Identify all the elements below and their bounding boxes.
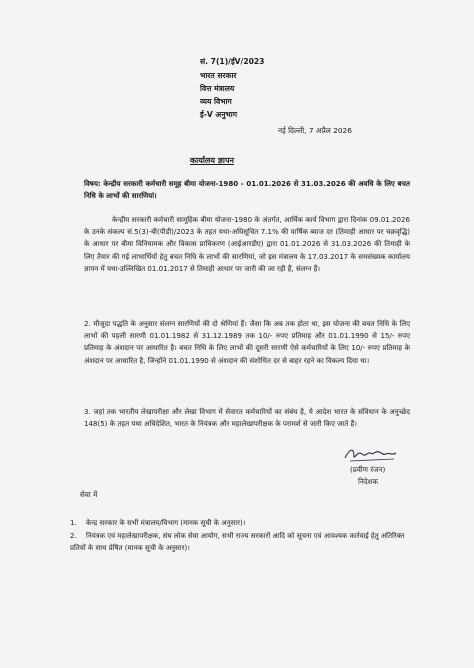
paragraph-2: 2. मौजूदा पद्धति के अनुसार संलग्न सारणियों की दो श्रेणियां हैं। जैसा कि अब तक होता था, इस योजना की बचत निधि के लिए लाभों की पहली सारणी 01.01.1982 से 31.12.1989 तक 10/- रुपए प्रतिमाह और 01.01.1990 से 15/- रुपए प्रतिमाह के अंशदान पर आधारित है। बचत निधि के लिए लाभों की दूसरी सारणी ऐसे कर्मचारियों के लिए 10/- रुपए प्रतिमाह के अंशदान पर आधारित है, जिन्होंने 01.01.1990 से अंशदान की संशोधित दर से बाहर रहने का विकल्प दिया था। — [84, 319, 410, 365]
list-number: 2. — [70, 532, 77, 540]
list-text: केन्द्र सरकार के सभी मंत्रालय/विभाग (मानक सूची के अनुसार)। — [86, 519, 246, 527]
signatory-name: (प्रवीण रंजन) — [350, 465, 386, 474]
paragraph-1 — [84, 214, 410, 275]
memo-title: कार्यालय ज्ञापन — [190, 156, 234, 165]
list-text: नियंत्रक एवं महालेखापरीक्षक, संघ लोक सेवा आयोग, सभी राज्य सरकारों आदि को सूचना एवं आवश्यक कार्रवाई हेतु अतिरिक्त प्रतियों के साथ प्रेषित (मानक सूची के अनुसार)। — [70, 532, 405, 553]
department-line: व्यय विभाग — [200, 97, 232, 106]
list-number: 1. — [70, 519, 77, 527]
signatory-designation: निदेशक — [358, 477, 379, 487]
distribution-item — [70, 530, 420, 554]
section-line: ई-V अनुभाग — [200, 110, 237, 119]
subject-line: विषय: केन्द्रीय सरकारी कर्मचारी समूह बीमा योजना-1980 - 01.01.2026 से 31.03.2026 की अवधि के लिए बचत निधि के लाभों की सारणियां। — [84, 179, 410, 201]
file-number: सं. 7(1)/ईV/2023 — [200, 57, 265, 66]
document-date: नई दिल्ली, 7 अप्रैल 2026 — [278, 126, 352, 135]
addressee-heading: सेवा में — [80, 490, 98, 499]
ministry-line: वित्त मंत्रालय — [200, 84, 235, 93]
government-line: भारत सरकार — [200, 71, 237, 80]
paragraph-1-text: केन्द्रीय सरकारी कर्मचारी सामूहिक बीमा योजना-1980 के अंतर्गत, आर्थिक कार्य विभाग द्वारा दिनांक 09.01.2026 के उनके संकल्प सं.5(3)-बी(पीडी)/2023 के तहत यथा-अधिसूचित 7.1% की वार्षिक ब्याज दर (तिमाही आधार पर चक्रवृद्धि) के आधार पर बीमा विनियामक और विकास प्राधिकरण (आईआरडीए) द्वारा 01.01.2026 से 31.03.2026 की तिमाही के लिए तैयार की गई लाभार्थियों हेतु बचत निधि के लाभों की सारणियां, जो इस मंत्रालय के 17.03.2017 के समसंख्यक कार्यालय ज्ञापन में यथा-उल्लिखित 01.01.2017 से तिमाही आधार पर जारी की जा रही हैं, संलग्न हैं। — [84, 215, 410, 273]
paragraph-3: 3. जहां तक भारतीय लेखापरीक्षा और लेखा विभाग में सेवारत कर्मचारियों का संबंध है, ये आदेश भारत के संविधान के अनुच्छेद 148(5) के तहत यथा अधिदेशित, भारत के नियंत्रक और महालेखापरीक्षक के परामर्श से जारी किए जाते हैं। — [84, 407, 410, 429]
signature-block — [350, 464, 385, 488]
distribution-item — [70, 517, 420, 529]
signature-mark — [342, 444, 402, 464]
